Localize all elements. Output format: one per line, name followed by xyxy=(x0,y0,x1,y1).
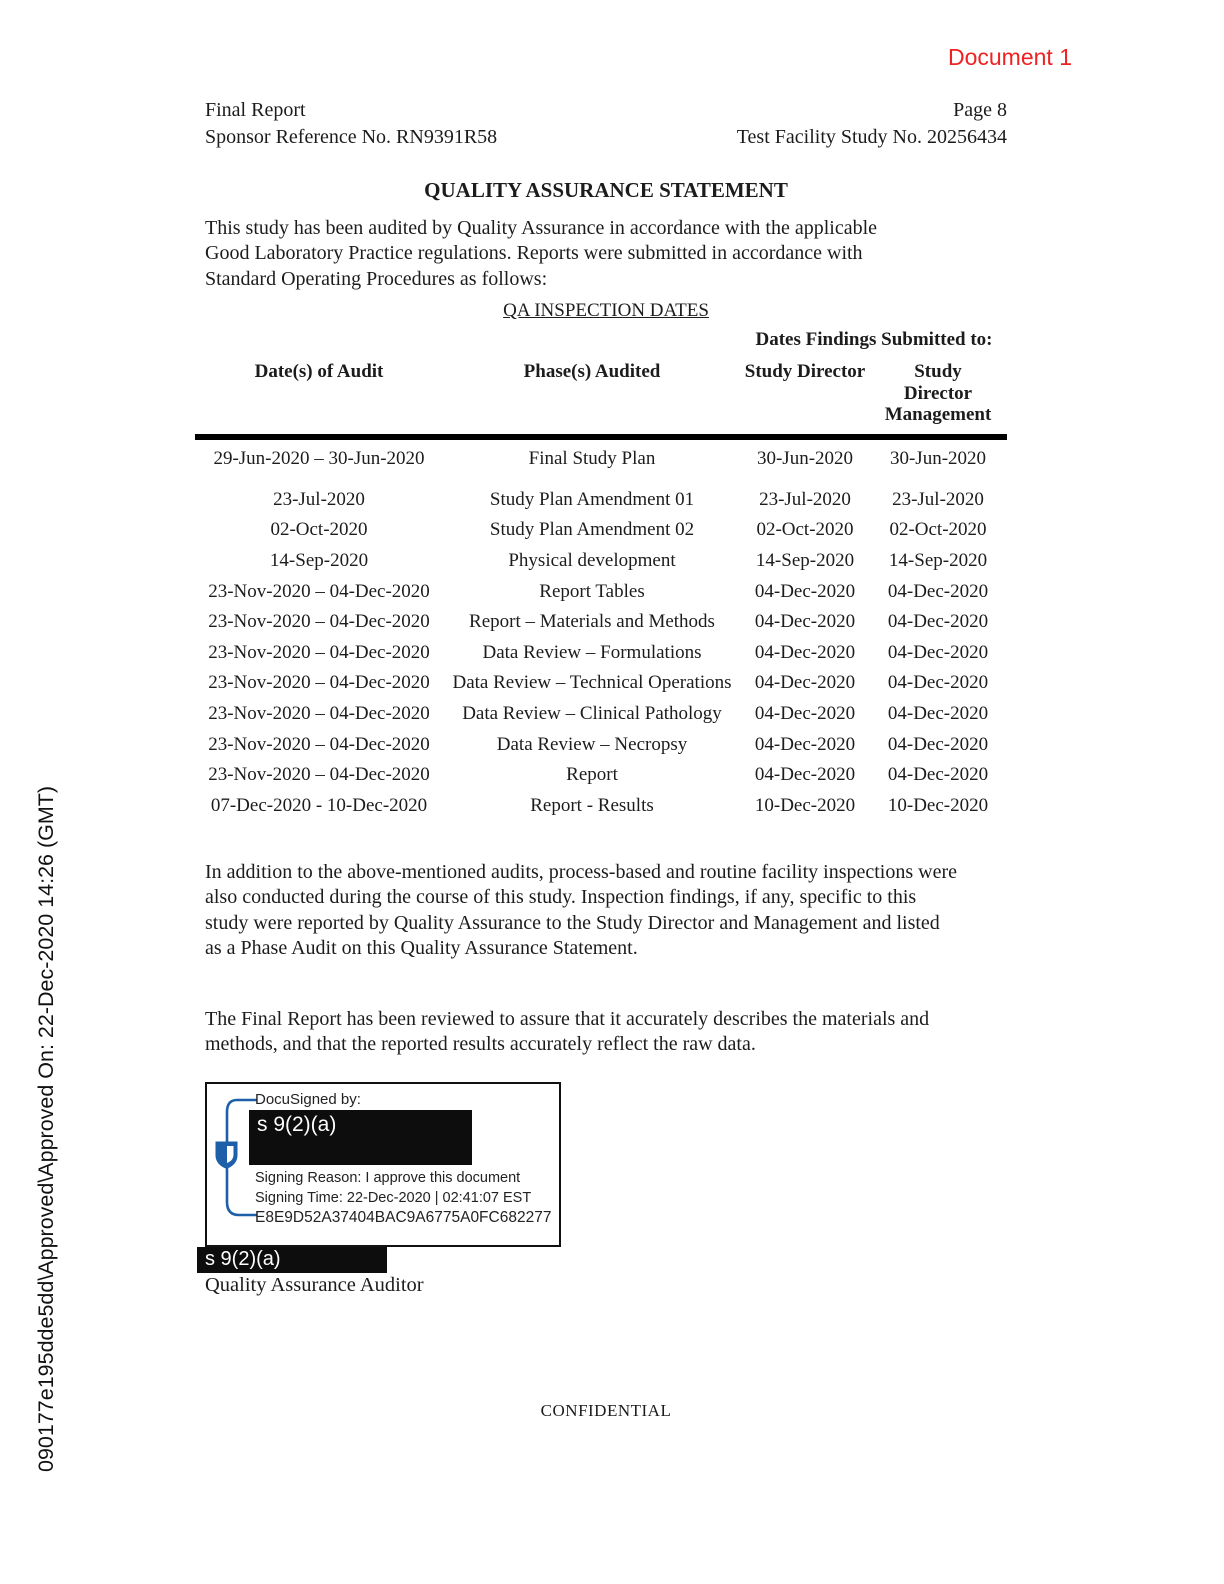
table-cell: Final Study Plan xyxy=(528,447,656,469)
table-cell: 23-Nov-2020 – 04-Dec-2020 xyxy=(208,702,430,724)
signer-role: Quality Assurance Auditor xyxy=(205,1274,424,1296)
table-cell: 14-Sep-2020 xyxy=(755,549,855,571)
table-row xyxy=(195,485,1007,516)
table-cell: 10-Dec-2020 xyxy=(754,794,856,816)
signing-reason: Signing Reason: I approve this document xyxy=(255,1170,521,1186)
table-cell: Data Review – Technical Operations xyxy=(452,672,732,694)
table-cell: 23-Nov-2020 – 04-Dec-2020 xyxy=(208,580,430,602)
study-number: Test Facility Study No. 20256434 xyxy=(736,126,1007,148)
table-cell: 04-Dec-2020 xyxy=(754,672,856,694)
page-number: Page 8 xyxy=(953,99,1007,121)
table-cell: 23-Jul-2020 xyxy=(759,488,851,510)
table-cell: 04-Dec-2020 xyxy=(754,611,856,633)
signature-id: E8E9D52A37404BAC9A6775A0FC682277 xyxy=(255,1209,552,1226)
qa-table-head xyxy=(195,329,1007,437)
table-row xyxy=(195,790,1007,821)
column-header-study-director-management xyxy=(869,361,1007,437)
inspections-paragraph xyxy=(205,860,957,961)
table-cell: Report – Materials and Methods xyxy=(469,611,715,633)
docusign-shield-icon xyxy=(214,1140,239,1170)
table-cell: Data Review – Formulations xyxy=(482,641,702,663)
table-cell: 04-Dec-2020 xyxy=(887,733,989,755)
qa-table-body xyxy=(195,437,1007,822)
table-cell: 04-Dec-2020 xyxy=(754,580,856,602)
table-cell: 04-Dec-2020 xyxy=(754,733,856,755)
table-row xyxy=(195,546,1007,577)
table-cell: Physical development xyxy=(508,549,676,571)
signing-meta xyxy=(255,1169,531,1208)
table-cell: Study Plan Amendment 02 xyxy=(489,519,695,541)
table-cell: 23-Nov-2020 – 04-Dec-2020 xyxy=(208,641,430,663)
table-cell: 04-Dec-2020 xyxy=(754,702,856,724)
docusign-signature-block xyxy=(205,1082,561,1247)
table-row xyxy=(195,760,1007,791)
table-row xyxy=(195,699,1007,730)
empty-cell xyxy=(195,329,443,361)
review-line: The Final Report has been reviewed to assure that it accurately describes the materials and xyxy=(205,1008,930,1030)
table-cell: Report - Results xyxy=(530,794,654,816)
redacted-signature-name: s 9(2)(a) xyxy=(249,1110,472,1165)
group-header: Dates Findings Submitted to: xyxy=(755,329,993,350)
confidential-footer: CONFIDENTIAL xyxy=(540,1401,672,1420)
table-cell: 04-Dec-2020 xyxy=(887,611,989,633)
table-cell: 30-Jun-2020 xyxy=(756,447,854,469)
table-cell: 04-Dec-2020 xyxy=(887,764,989,786)
table-cell: 07-Dec-2020 - 10-Dec-2020 xyxy=(210,794,428,816)
table-cell: 23-Nov-2020 – 04-Dec-2020 xyxy=(208,611,430,633)
table-row xyxy=(195,515,1007,546)
approval-stamp-vertical-text: 090177e195dde5dd\Approved\Approved On: 22-Dec-2020 14:26 (GMT) xyxy=(34,785,58,1472)
redacted-printed-name: s 9(2)(a) xyxy=(197,1247,387,1273)
table-cell: 02-Oct-2020 xyxy=(270,519,368,541)
table-cell: Data Review – Clinical Pathology xyxy=(462,702,722,724)
table-cell: Data Review – Necropsy xyxy=(496,733,688,755)
intro-line: Standard Operating Procedures as follows: xyxy=(205,267,548,290)
table-cell: 14-Sep-2020 xyxy=(269,549,369,571)
empty-cell xyxy=(443,329,741,361)
inspections-line: also conducted during the course of this study. Inspection findings, if any, specific to this xyxy=(205,886,917,909)
table-cell: 02-Oct-2020 xyxy=(889,519,987,541)
table-row xyxy=(195,437,1007,485)
signing-time: Signing Time: 22-Dec-2020 | 02:41:07 EST xyxy=(255,1189,532,1206)
document-number-label: Document 1 xyxy=(947,44,1072,70)
inspections-line: study were reported by Quality Assurance to the Study Director and Management and listed xyxy=(205,911,940,934)
review-line: methods, and that the reported results accurately reflect the raw data. xyxy=(205,1033,756,1056)
table-row xyxy=(195,576,1007,607)
inspections-line: In addition to the above-mentioned audits, process-based and routine facility inspections were xyxy=(205,861,958,883)
table-caption-text: QA INSPECTION DATES xyxy=(503,300,709,321)
table-cell: Report xyxy=(566,764,618,786)
intro-line: This study has been audited by Quality Assurance in accordance with the applicable xyxy=(205,217,878,239)
table-cell: 04-Dec-2020 xyxy=(754,764,856,786)
column-header-text: Study Director Management xyxy=(884,361,992,425)
table-caption xyxy=(205,300,1007,322)
table-cell: 23-Nov-2020 – 04-Dec-2020 xyxy=(208,764,430,786)
table-cell: 23-Jul-2020 xyxy=(892,488,984,510)
intro-paragraph xyxy=(205,216,877,292)
table-row xyxy=(195,668,1007,699)
table-cell: 04-Dec-2020 xyxy=(887,672,989,694)
table-cell: 29-Jun-2020 – 30-Jun-2020 xyxy=(213,447,425,469)
table-cell: 04-Dec-2020 xyxy=(887,641,989,663)
report-type: Final Report xyxy=(205,99,306,121)
table-row xyxy=(195,607,1007,638)
page-header-left xyxy=(205,97,497,151)
group-header-row xyxy=(195,329,1007,361)
table-cell: 04-Dec-2020 xyxy=(887,702,989,724)
docusigned-by-label: DocuSigned by: xyxy=(255,1091,361,1108)
intro-line: Good Laboratory Practice regulations. Reports were submitted in accordance with xyxy=(205,242,863,265)
qa-inspection-table xyxy=(195,329,1007,821)
table-cell: 23-Nov-2020 – 04-Dec-2020 xyxy=(208,733,430,755)
page-title: QUALITY ASSURANCE STATEMENT xyxy=(424,178,788,202)
table-cell: 04-Dec-2020 xyxy=(754,641,856,663)
table-cell: Report Tables xyxy=(539,580,645,602)
inspections-line: as a Phase Audit on this Quality Assurance Statement. xyxy=(205,936,638,959)
table-row xyxy=(195,637,1007,668)
table-cell: 23-Jul-2020 xyxy=(273,488,365,510)
table-cell: 04-Dec-2020 xyxy=(887,580,989,602)
page-header-right xyxy=(737,97,1007,151)
table-cell: 30-Jun-2020 xyxy=(889,447,987,469)
column-header-study-director: Study Director xyxy=(744,361,866,382)
table-cell: 23-Nov-2020 – 04-Dec-2020 xyxy=(208,672,430,694)
review-paragraph xyxy=(205,1007,929,1058)
table-cell: 14-Sep-2020 xyxy=(888,549,988,571)
column-header-row xyxy=(195,361,1007,437)
column-header-dates-of-audit: Date(s) of Audit xyxy=(254,361,384,382)
table-row xyxy=(195,729,1007,760)
column-header-phases-audited: Phase(s) Audited xyxy=(523,361,661,382)
table-cell: 10-Dec-2020 xyxy=(887,794,989,816)
table-cell: Study Plan Amendment 01 xyxy=(489,488,695,510)
table-cell: 02-Oct-2020 xyxy=(756,519,854,541)
sponsor-reference: Sponsor Reference No. RN9391R58 xyxy=(205,126,498,148)
